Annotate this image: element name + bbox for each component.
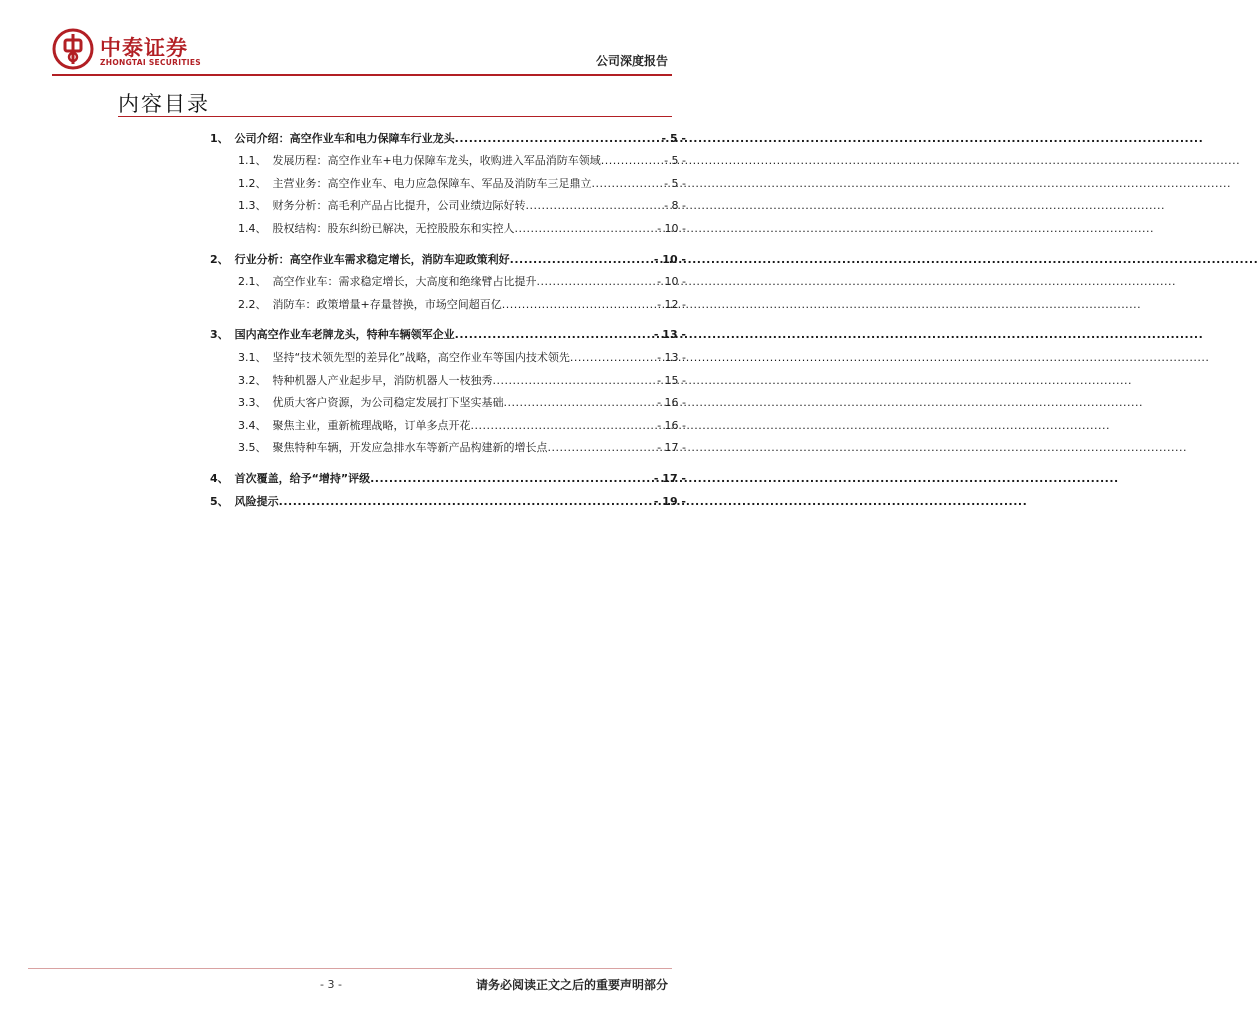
toc-entry-page: - 5 -: [664, 154, 686, 168]
footer-divider: [28, 968, 672, 969]
toc-leader-dots: [370, 471, 652, 486]
toc-entry-1[interactable]: [210, 123, 686, 146]
toc-entry-number: 1.1、: [238, 154, 267, 168]
toc-entry-text: 优质大客户资源，为公司稳定发展打下坚实基础: [272, 396, 504, 410]
toc-entry-2-2[interactable]: [210, 289, 686, 312]
toc-entry-3-1[interactable]: [210, 342, 686, 365]
toc-entry-4[interactable]: [210, 463, 686, 486]
toc-entry-2[interactable]: [210, 244, 686, 267]
toc-entry-2-1[interactable]: [210, 267, 686, 290]
toc-entry-page: - 8 -: [664, 199, 686, 213]
toc-entry-text: 主营业务：高空作业车、电力应急保障车、军品及消防车三足鼎立: [272, 176, 592, 190]
toc-leader-dots: [570, 350, 655, 365]
company-logo: [52, 28, 222, 72]
logo-emblem-icon: [52, 28, 94, 70]
toc-entry-number: 4、: [210, 471, 229, 485]
page-number: - 3 -: [320, 978, 342, 991]
toc-entry-number: 3.5、: [238, 441, 267, 455]
toc-entry-number: 2.2、: [238, 297, 267, 311]
toc-entry-number: 1.2、: [238, 176, 267, 190]
toc-entry-3[interactable]: [210, 320, 686, 343]
table-of-contents: [210, 123, 686, 509]
toc-entry-number: 1.3、: [238, 199, 267, 213]
brand-name-cn: 中泰证券: [100, 36, 188, 60]
toc-leader-dots: [526, 198, 663, 213]
toc-entry-page: - 12 -: [657, 297, 686, 311]
toc-entry-1-2[interactable]: [210, 168, 686, 191]
brand-name-en: ZHONGTAI SECURITIES: [100, 58, 201, 67]
toc-entry-text: 高空作业车：需求稳定增长，大高度和绝缘臂占比提升: [272, 275, 537, 289]
toc-entry-page: - 16 -: [657, 396, 686, 410]
toc-entry-text: 聚焦特种车辆，开发应急排水车等新产品构建新的增长点: [272, 441, 548, 455]
toc-entry-page: - 13 -: [657, 350, 686, 364]
toc-entry-1-4[interactable]: [210, 213, 686, 236]
toc-entry-text: 国内高空作业车老牌龙头，特种车辆领军企业: [234, 328, 455, 342]
toc-entry-text: 首次覆盖，给予“增持”评级: [234, 471, 371, 485]
toc-entry-page: - 13 -: [653, 328, 686, 342]
toc-leader-dots: [279, 494, 652, 509]
toc-entry-page: - 19 -: [653, 494, 686, 508]
toc-entry-page: - 16 -: [657, 418, 686, 432]
toc-entry-number: 1、: [210, 131, 229, 145]
toc-entry-page: - 15 -: [657, 373, 686, 387]
toc-entry-1-3[interactable]: [210, 191, 686, 214]
toc-entry-text: 股权结构：股东纠纷已解决，无控股股东和实控人: [272, 221, 515, 235]
toc-leader-dots: [601, 153, 662, 168]
toc-entry-page: - 10 -: [653, 252, 686, 266]
toc-entry-page: - 5 -: [664, 176, 686, 190]
toc-leader-dots: [504, 395, 656, 410]
toc-entry-number: 3.4、: [238, 418, 267, 432]
toc-entry-5[interactable]: [210, 486, 686, 509]
toc-leader-dots: [510, 252, 652, 267]
toc-title: 内容目录: [118, 92, 210, 116]
toc-leader-dots: [502, 297, 655, 312]
toc-entry-page: - 17 -: [653, 471, 686, 485]
toc-entry-3-4[interactable]: [210, 410, 686, 433]
toc-leader-dots: [515, 221, 656, 236]
toc-entry-page: - 5 -: [661, 131, 686, 145]
toc-entry-text: 风险提示: [234, 494, 279, 508]
toc-leader-dots: [548, 440, 656, 455]
toc-entry-number: 2、: [210, 252, 229, 266]
toc-entry-number: 3.3、: [238, 396, 267, 410]
toc-entry-3-5[interactable]: [210, 433, 686, 456]
toc-leader-dots: [455, 131, 660, 146]
toc-entry-text: 特种机器人产业起步早，消防机器人一枝独秀: [272, 373, 493, 387]
toc-entry-text: 公司介绍：高空作业车和电力保障车行业龙头: [234, 131, 455, 145]
toc-entry-number: 3、: [210, 328, 229, 342]
toc-entry-number: 3.1、: [238, 350, 267, 364]
toc-entry-page: - 10 -: [657, 275, 686, 289]
toc-entry-text: 坚持“技术领先型的差异化”战略，高空作业车等国内技术领先: [272, 350, 570, 364]
toc-entry-number: 5、: [210, 494, 229, 508]
toc-entry-3-3[interactable]: [210, 388, 686, 411]
toc-entry-page: - 10 -: [657, 221, 686, 235]
toc-entry-text: 财务分析：高毛利产品占比提升，公司业绩边际好转: [272, 199, 526, 213]
toc-entry-1-1[interactable]: [210, 146, 686, 169]
toc-leader-dots: [455, 327, 652, 342]
report-type-label: 公司深度报告: [595, 54, 668, 68]
toc-entry-number: 2.1、: [238, 275, 267, 289]
toc-entry-number: 1.4、: [238, 221, 267, 235]
toc-entry-page: - 17 -: [657, 441, 686, 455]
toc-leader-dots: [537, 274, 656, 289]
toc-title-divider: [118, 116, 672, 117]
toc-entry-text: 发展历程：高空作业车+电力保障车龙头，收购进入军品消防车领域: [272, 154, 601, 168]
toc-leader-dots: [592, 176, 663, 191]
toc-entry-number: 3.2、: [238, 373, 267, 387]
toc-entry-text: 聚焦主业，重新梳理战略，订单多点开花: [272, 418, 471, 432]
toc-entry-text: 消防车：政策增量+存量替换，市场空间超百亿: [272, 297, 502, 311]
toc-leader-dots: [493, 373, 656, 388]
toc-leader-dots: [471, 418, 656, 433]
toc-entry-3-2[interactable]: [210, 365, 686, 388]
header-divider: [52, 74, 672, 76]
toc-entry-text: 行业分析：高空作业车需求稳定增长，消防车迎政策利好: [234, 252, 510, 266]
disclaimer-note: 请务必阅读正文之后的重要声明部分: [475, 978, 668, 992]
